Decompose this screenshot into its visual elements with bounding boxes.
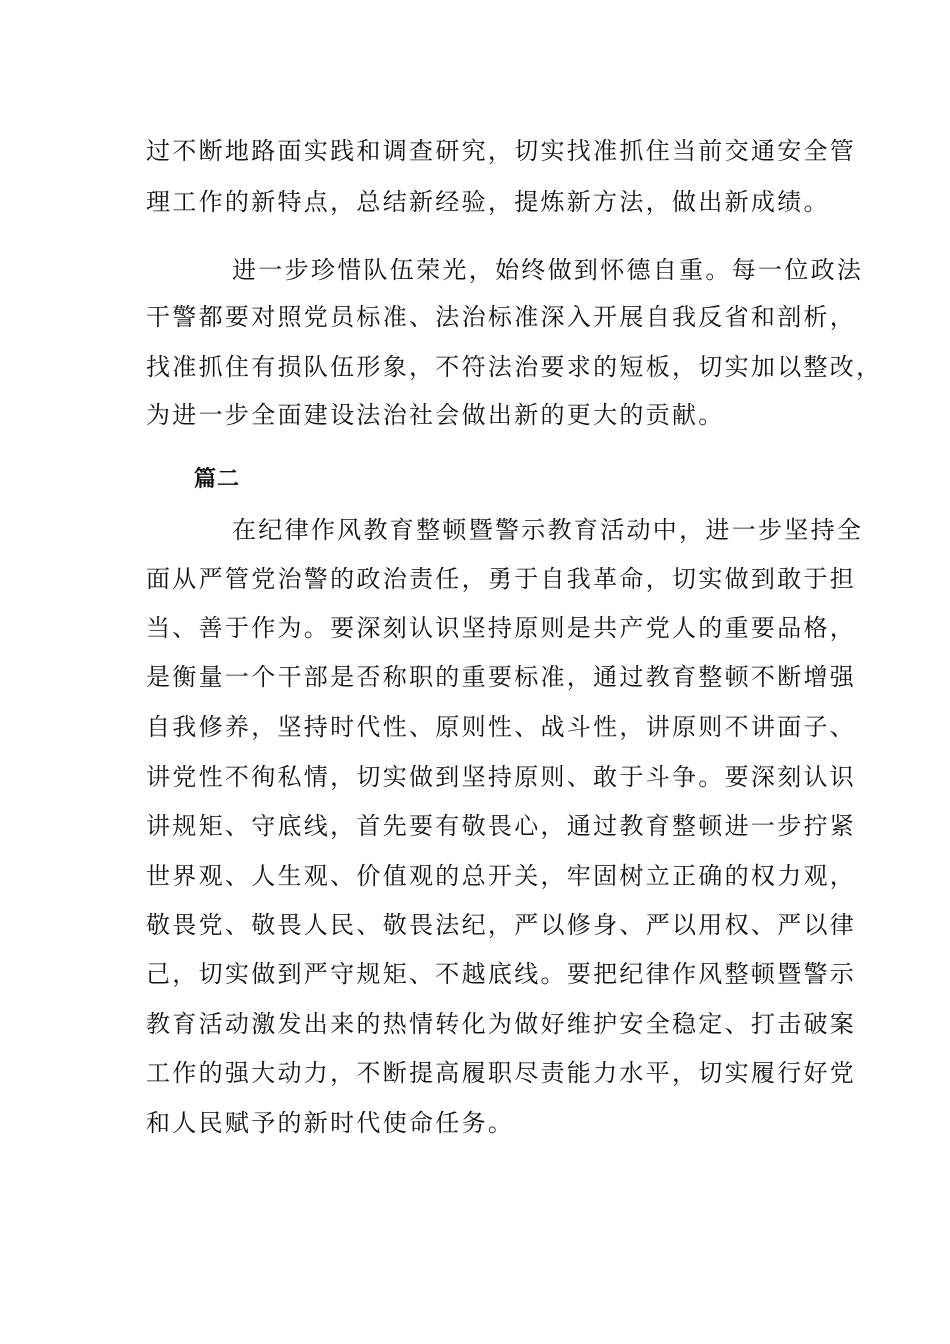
paragraph-line: 教育活动激发出来的热情转化为做好维护安全稳定、打击破案 (146, 1010, 857, 1038)
paragraph-line: 进一步珍惜队伍荣光，始终做到怀德自重。每一位政法 (232, 256, 864, 284)
paragraph-line: 讲规矩、守底线，首先要有敬畏心，通过教育整顿进一步拧紧 (146, 812, 857, 840)
paragraph-line: 己，切实做到严守规矩、不越底线。要把纪律作风整顿暨警示 (146, 960, 857, 988)
paragraph-line: 为进一步全面建设法治社会做出新的更大的贡献。 (146, 401, 725, 429)
paragraph-line: 和人民赋予的新时代使命任务。 (146, 1109, 515, 1137)
paragraph-line: 干警都要对照党员标准、法治标准深入开展自我反省和剖析， (146, 303, 857, 331)
paragraph-line: 世界观、人生观、价值观的总开关，牢固树立正确的权力观， (146, 862, 857, 890)
paragraph-line: 在纪律作风教育整顿暨警示教育活动中，进一步坚持全 (232, 516, 864, 544)
paragraph-line: 讲党性不徇私情，切实做到坚持原则、敢于斗争。要深刻认识 (146, 763, 857, 791)
paragraph-line: 理工作的新特点，总结新经验，提炼新方法，做出新成绩。 (146, 188, 830, 216)
paragraph-line: 面从严管党治警的政治责任，勇于自我革命，切实做到敢于担 (146, 565, 857, 593)
paragraph-line: 过不断地路面实践和调查研究，切实找准抓住当前交通安全管 (146, 137, 857, 165)
paragraph-line: 自我修养，坚持时代性、原则性、战斗性，讲原则不讲面子、 (146, 713, 857, 741)
paragraph-line: 工作的强大动力，不断提高履职尽责能力水平，切实履行好党 (146, 1059, 857, 1087)
paragraph-line: 是衡量一个干部是否称职的重要标准，通过教育整顿不断增强 (146, 663, 857, 691)
paragraph-line: 敬畏党、敬畏人民、敬畏法纪，严以修身、严以用权、严以律 (146, 911, 857, 939)
section-heading: 篇二 (194, 466, 241, 492)
paragraph-line: 找准抓住有损队伍形象，不符法治要求的短板，切实加以整改， (146, 353, 883, 381)
paragraph-line: 当、善于作为。要深刻认识坚持原则是共产党人的重要品格， (146, 614, 857, 642)
